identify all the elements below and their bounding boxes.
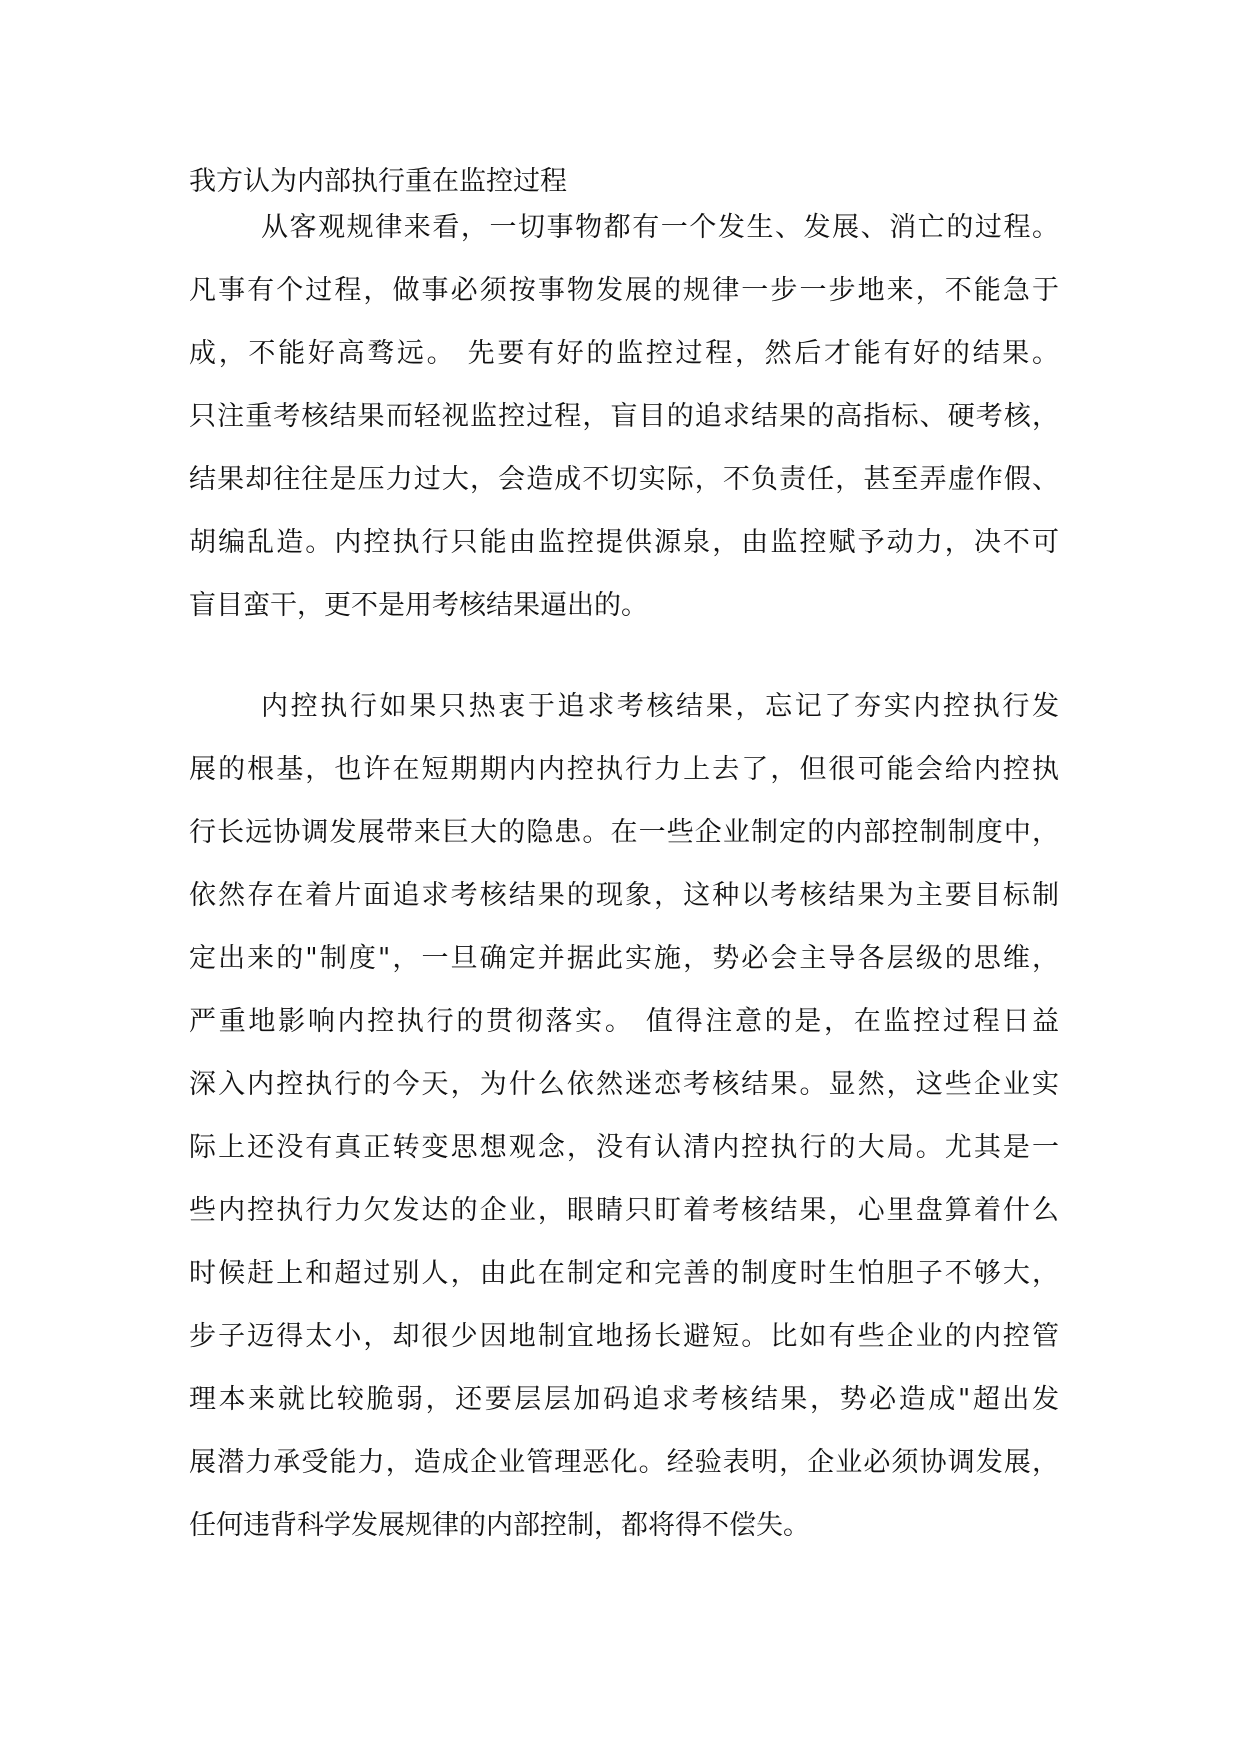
paragraph-line: 些内控执行力欠发达的企业，眼睛只盯着考核结果，心里盘算着什么 xyxy=(189,1195,1059,1226)
paragraph-line: 定出来的"制度"，一旦确定并据此实施，势必会主导各层级的思维， xyxy=(189,943,1059,974)
paragraph-line: 步子迈得太小，却很少因地制宜地扬长避短。比如有些企业的内控管 xyxy=(189,1321,1059,1352)
paragraph-line: 际上还没有真正转变思想观念，没有认清内控执行的大局。尤其是一 xyxy=(189,1132,1059,1163)
paragraph-line: 凡事有个过程，做事必须按事物发展的规律一步一步地来，不能急于 xyxy=(189,275,1059,306)
paragraph-line: 行长远协调发展带来巨大的隐患。在一些企业制定的内部控制制度中， xyxy=(189,817,1059,848)
paragraph-line: 胡编乱造。内控执行只能由监控提供源泉，由监控赋予动力，决不可 xyxy=(189,527,1059,558)
document-title: 我方认为内部执行重在监控过程 xyxy=(189,166,567,197)
paragraph-line: 结果却往往是压力过大，会造成不切实际，不负责任，甚至弄虚作假、 xyxy=(189,464,1059,495)
paragraph-line: 依然存在着片面追求考核结果的现象，这种以考核结果为主要目标制 xyxy=(189,880,1059,911)
paragraph-line: 从客观规律来看，一切事物都有一个发生、发展、消亡的过程。 xyxy=(261,212,1059,243)
paragraph-line: 深入内控执行的今天，为什么依然迷恋考核结果。显然，这些企业实 xyxy=(189,1069,1059,1100)
paragraph-1 xyxy=(189,196,1059,637)
paragraph-line: 盲目蛮干，更不是用考核结果逼出的。 xyxy=(189,590,648,621)
paragraph-line: 内控执行如果只热衷于追求考核结果，忘记了夯实内控执行发 xyxy=(261,691,1059,722)
paragraph-2 xyxy=(189,675,1059,1557)
paragraph-line: 只注重考核结果而轻视监控过程，盲目的追求结果的高指标、硬考核， xyxy=(189,401,1059,432)
paragraph-line: 严重地影响内控执行的贯彻落实。 值得注意的是，在监控过程日益 xyxy=(189,1006,1059,1037)
paragraph-line: 展的根基，也许在短期期内内控执行力上去了，但很可能会给内控执 xyxy=(189,754,1059,785)
paragraph-line: 理本来就比较脆弱，还要层层加码追求考核结果，势必造成"超出发 xyxy=(189,1384,1059,1415)
paragraph-line: 时候赶上和超过别人，由此在制定和完善的制度时生怕胆子不够大， xyxy=(189,1258,1059,1289)
paragraph-line: 展潜力承受能力，造成企业管理恶化。经验表明，企业必须协调发展， xyxy=(189,1447,1059,1478)
paragraph-line: 成，不能好高骛远。 先要有好的监控过程，然后才能有好的结果。 xyxy=(189,338,1059,369)
paragraph-line: 任何违背科学发展规律的内部控制，都将得不偿失。 xyxy=(189,1510,810,1541)
